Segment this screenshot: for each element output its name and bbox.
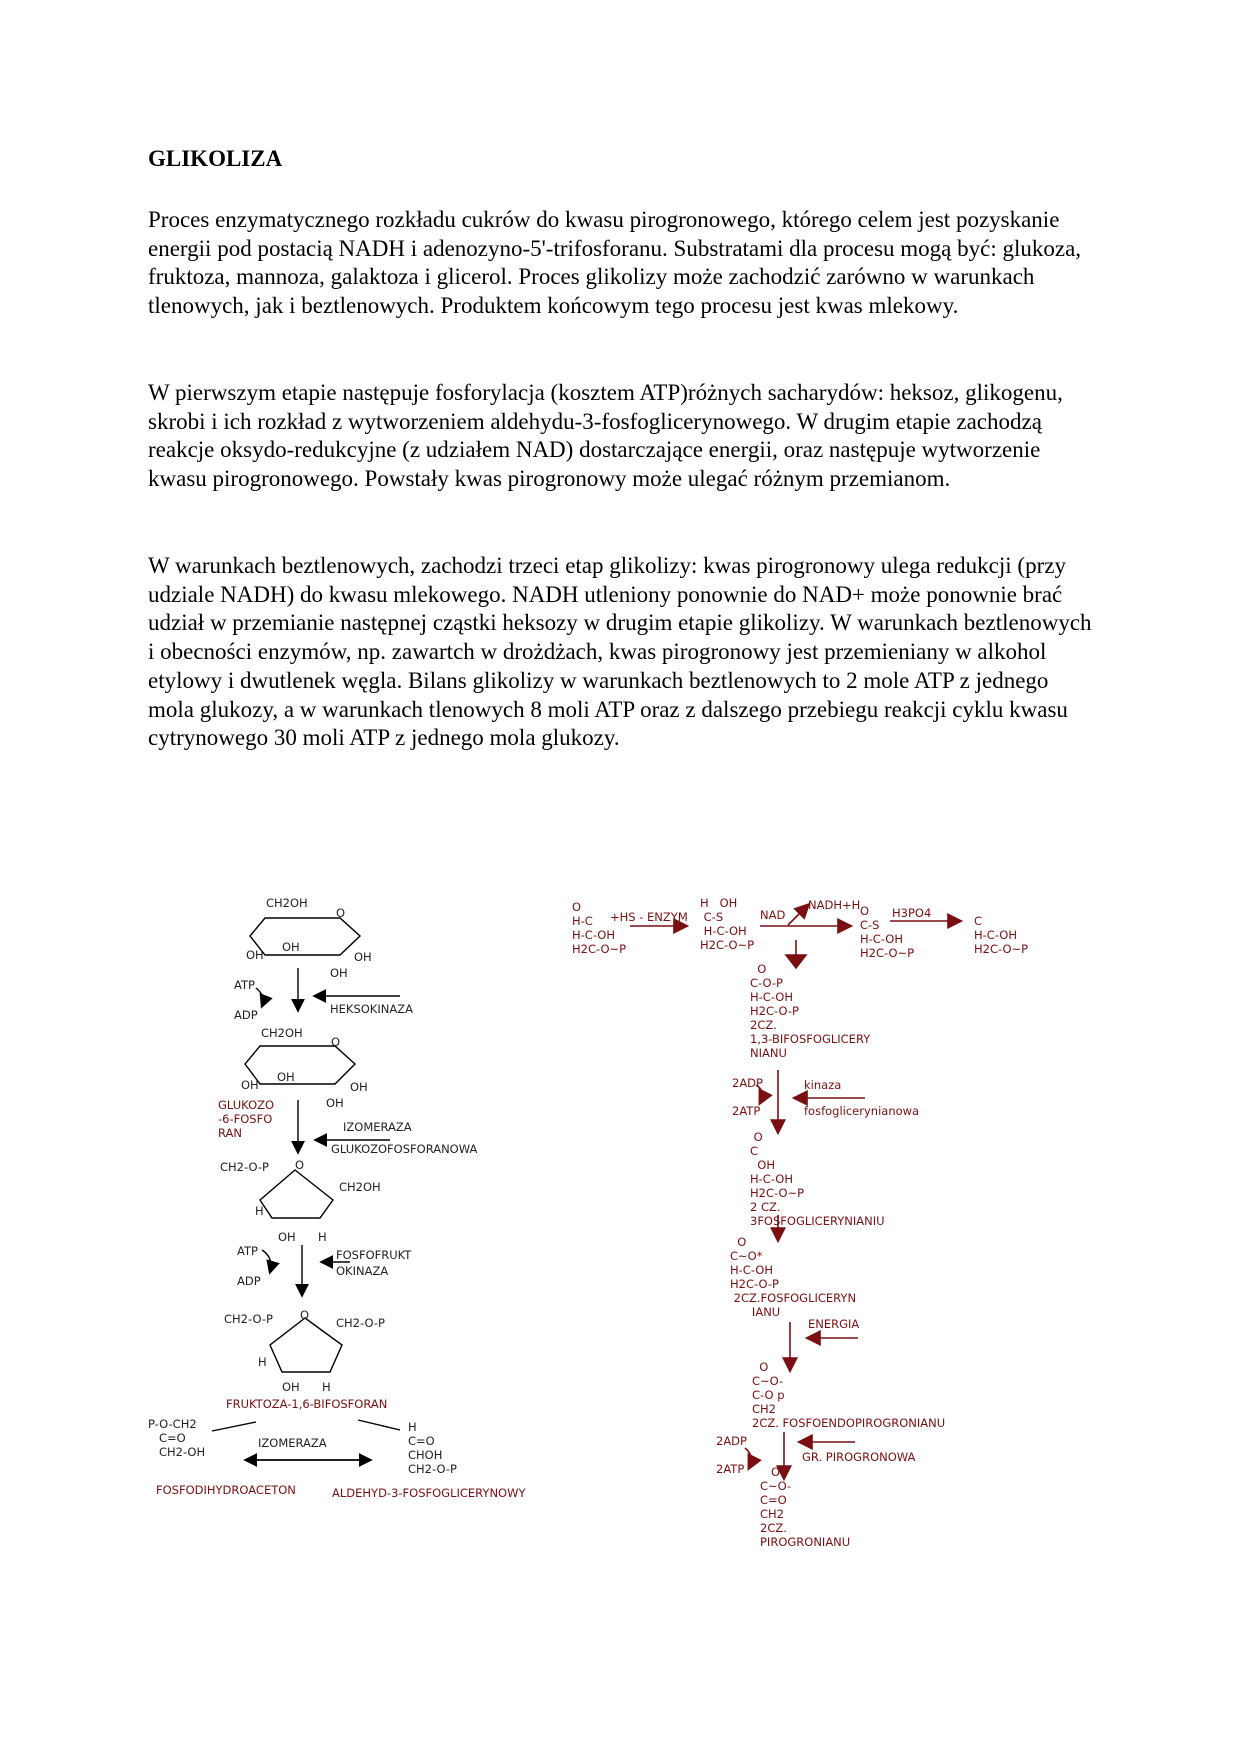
f16bp-left: CH2-O-P	[224, 1312, 273, 1326]
f16bp-name: FRUKTOZA-1,6-BIFOSFORAN	[226, 1397, 388, 1411]
f16bp-o: O	[300, 1308, 310, 1322]
glucose-oh-right: OH	[354, 950, 372, 964]
glucose-oh-center: OH	[282, 940, 300, 954]
step3-adp: ADP	[237, 1274, 261, 1288]
kinase-label-1: kinaza	[804, 1078, 842, 1092]
kinase-label-2: fosfoglicerynianowa	[804, 1104, 920, 1118]
document-title: GLIKOLIZA	[148, 146, 283, 171]
f16bp-ring	[270, 1318, 342, 1372]
pg3-structure: O C OH H-C-OH H2C-O~P 2 CZ. 3FOSFOGLICERYNIANIU	[750, 1130, 885, 1228]
kinase-adp: 2ADP	[732, 1076, 763, 1090]
f16bp-right: CH2-O-P	[336, 1316, 385, 1330]
glucose-ring	[250, 918, 360, 955]
product-structure: C H-C-OH H2C-O~P	[974, 914, 1029, 956]
paragraph-1: Proces enzymatycznego rozkładu cukrów do kwasu pirogronowego, którego celem jest pozyskanie energii pod postacią NADH i adenozyno-5'-trifosforanu. Substratami dla procesu mogą być: glukoza, fruktoza, mannoza, galaktoza i glicerol. Proces glikolizy może zachodzić zarówno w warunkach tlenowych, jak i beztlenowych. Produktem końcowym tego procesu jest kwas mlekowy.	[148, 207, 1082, 319]
kinase-atp: 2ATP	[732, 1104, 761, 1118]
isomerase-step4: IZOMERAZA	[258, 1436, 327, 1450]
f16bp-oh: OH	[282, 1380, 300, 1394]
energia-label: ENERGIA	[808, 1317, 860, 1331]
g6p-oh-center: OH	[277, 1070, 295, 1084]
pfk-label-2: OKINAZA	[336, 1264, 389, 1278]
g6p-name: GLUKOZO -6-FOSFO RAN	[218, 1098, 275, 1140]
g6p-oh-right: OH	[350, 1080, 368, 1094]
glucose-oh-left: OH	[246, 948, 264, 962]
acyl-structure: O C-S H-C-OH H2C-O~P	[860, 904, 915, 960]
f6p-ring	[260, 1170, 333, 1218]
f6p-o: O	[295, 1158, 305, 1172]
pyr-adp: 2ADP	[716, 1434, 747, 1448]
g6p-oh-left: OH	[241, 1078, 259, 1092]
step1-adp: ADP	[234, 1008, 258, 1022]
pg2-structure: O C~O* H-C-OH H2C-O-P 2CZ.FOSFOGLICERYN IANU	[730, 1235, 857, 1319]
hexokinase-label: HEKSOKINAZA	[330, 1002, 413, 1016]
step3-atp: ATP	[237, 1244, 258, 1258]
pyr-atp: 2ATP	[716, 1462, 745, 1476]
f6p-h: H	[318, 1230, 327, 1244]
f16bp-h-left: H	[258, 1355, 267, 1369]
glucose-o: O	[336, 906, 346, 920]
dhap-structure: P-O-CH2 C=O CH2-OH	[148, 1417, 206, 1459]
f16bp-h: H	[322, 1380, 331, 1394]
g6p-ch2oh: CH2OH	[261, 1026, 303, 1040]
glucose-ch2oh: CH2OH	[266, 896, 308, 910]
pyr-structure: O C~O- C=O CH2 2CZ. PIROGRONIANU	[760, 1465, 851, 1549]
step1-atp: ATP	[234, 978, 255, 992]
g6p-o: O	[331, 1035, 341, 1049]
paragraph-3: W warunkach beztlenowych, zachodzi trzeci etap glikolizy: kwas pirogronowy ulega redukcji (przy udziale NADH) do kwasu mlekowego. NADH utleniony ponownie do NAD+ może ponownie brać udział w przemianie następnej cząstki heksozy w drugim etapie glikolizy. W warunkach beztlenowych i obecności enzymów, np. zawartch w drożdżach, kwas pirogronowy jest przemieniany w alkohol etylowy i dwutlenek węgla. Bilans glikolizy w warunkach beztlenowych to 2 mole ATP z jednego mola glukozy, a w warunkach tlenowych 8 moli ATP oraz z dalszego przebiegu reakcji cyklu kwasu cytrynowego 30 moli ATP z jednego mola glukozy.	[148, 553, 1092, 751]
g6p-ring	[245, 1046, 355, 1084]
r-g3p-structure: O H-C H-C-OH H2C-O~P	[572, 900, 627, 956]
pfk-label-1: FOSFOFRUKT	[336, 1248, 412, 1262]
thioester-structure: H OH C-S H-C-OH H2C-O~P	[700, 896, 755, 952]
nad-label: NAD	[760, 908, 786, 922]
isomerase-label-1: IZOMERAZA	[343, 1120, 412, 1134]
f6p-h-left: H	[255, 1204, 264, 1218]
f6p-left: CH2-O-P	[220, 1160, 269, 1174]
nadh-label: NADH+H	[808, 898, 861, 912]
g3p-name: ALDEHYD-3-FOSFOGLICERYNOWY	[332, 1486, 526, 1500]
f6p-oh: OH	[278, 1230, 296, 1244]
glucose-oh-bottom: OH	[330, 966, 348, 980]
f6p-right: CH2OH	[339, 1180, 381, 1194]
paragraph-2: W pierwszym etapie następuje fosforylacja (kosztem ATP)różnych sacharydów: heksoz, glikogenu, skrobi i ich rozkład z wytworzeniem aldehydu-3-fosfoglicerynowego. W drugim etapie zachodzą reakcje oksydo-redukcyjne (z udziałem NAD) dostarczające energii, oraz następuje wytworzenie kwasu pirogronowego. Powstały kwas pirogronowy może ulegać różnym przemianom.	[148, 380, 1063, 492]
h3po4-label: H3PO4	[892, 906, 932, 920]
isomerase-label-2: GLUKOZOFOSFORANOWA	[331, 1142, 478, 1156]
pep-structure: O C~O- C-O p CH2 2CZ. FOSFOENDOPIROGRONIANU	[752, 1360, 946, 1430]
hs-enzym: +HS - ENZYM	[610, 910, 688, 924]
dhap-name: FOSFODIHYDROACETON	[156, 1483, 296, 1497]
bpg-structure: O C-O-P H-C-OH H2C-O-P 2CZ. 1,3-BIFOSFOGLICERY NIANU	[750, 962, 871, 1060]
pyruvate-group-label: GR. PIROGRONOWA	[802, 1450, 916, 1464]
g6p-oh-bottom: OH	[326, 1096, 344, 1110]
g3p-structure: H C=O CHOH CH2-O-P	[408, 1420, 457, 1476]
